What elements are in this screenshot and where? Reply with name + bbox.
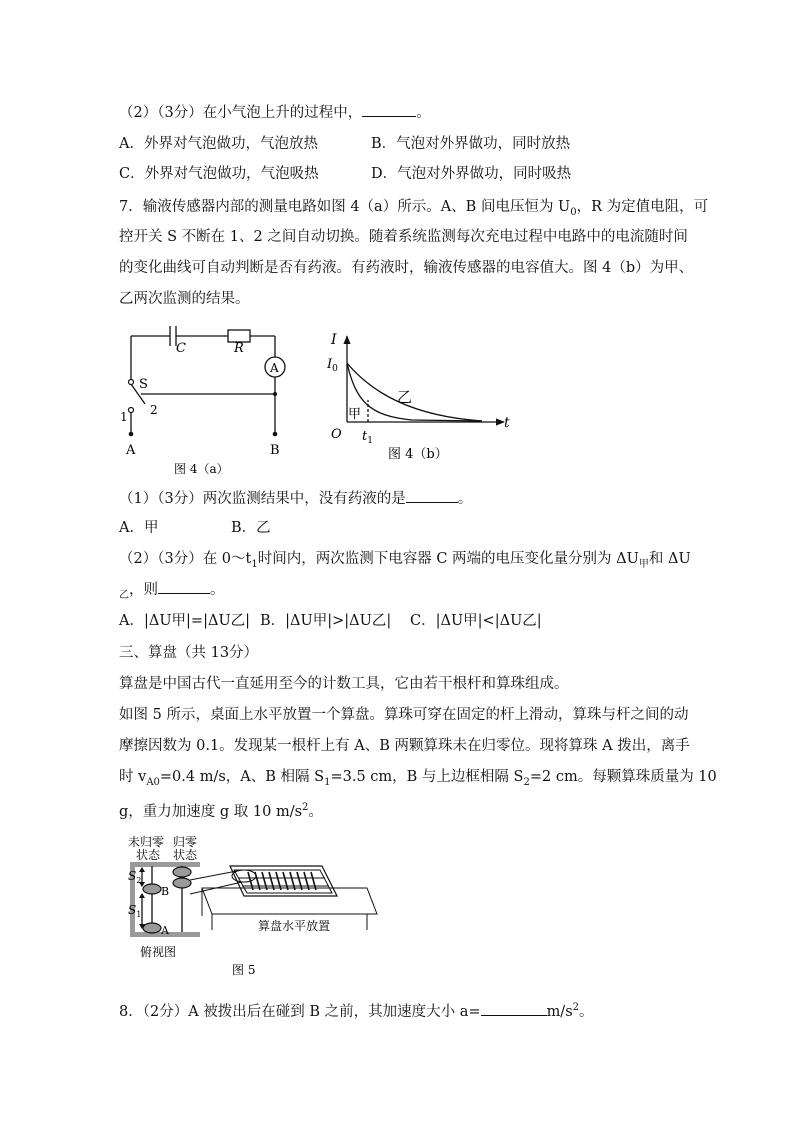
origin-label: O (331, 427, 342, 442)
figure-4a-caption: 图 4（a） (174, 462, 229, 476)
q6-2-options-row2 (119, 164, 572, 184)
switch-label: S (139, 377, 148, 392)
q8-stem: 8．（2分）A 被拨出后在碰到 B 之前，其加速度大小 $a= m/s^2$。 (119, 1002, 594, 1020)
section-3-p4: g，重力加速度 g 取 10 $m/s^2$。 (119, 802, 323, 820)
capacitor-label: C (176, 341, 186, 356)
bead-a-label: A (161, 924, 169, 937)
option-c[interactable]: C．|ΔU甲|<|ΔU乙| (410, 613, 542, 629)
q6-2-stem: （2）（3分）在小气泡上升的过程中， 。 (119, 102, 431, 123)
curve-jia-label: 甲 (348, 407, 362, 422)
answer-blank[interactable] (362, 102, 416, 117)
option-c[interactable]: C．外界对气泡做功，气泡吸热 (119, 166, 319, 182)
q7-line1: 7．输液传感器内部的测量电路如图 4（a）所示。A、B 间电压恒为 $U_0$，R 为定值电阻，可 (119, 199, 709, 218)
section-3-p2: 摩擦因数为 0.1。发现某一根杆上有 A、B 两颗算珠未在归零位。现将算珠 A 拨出，离手 (119, 738, 690, 754)
state-label-1: 状态 (136, 848, 161, 862)
answer-blank[interactable] (481, 1001, 547, 1016)
x-axis-label: t (504, 415, 510, 431)
q7-2-options (119, 611, 542, 631)
resistor-label: R (234, 341, 244, 356)
ammeter-label: A (270, 361, 279, 375)
bead-reset-2 (173, 878, 191, 888)
q7-line3: 的变化曲线可自动判断是否有药液。有药液时，输液传感器的电容值大。图 4（b）为甲、 (119, 260, 694, 276)
q6-2-options-row1 (119, 134, 571, 154)
s1-label: $S_1$ (128, 903, 142, 919)
section-3-p3: 时 $v_{A0}=0.4$ m/s，A、B 相隔 $S_1=3.5$ cm，B 与上边框相隔 $S_2=2$ cm。每颗算珠质量为 10 (119, 769, 717, 788)
section-3-intro: 算盘是中国古代一直延用至今的计数工具，它由若干根杆和算珠组成。 (119, 676, 569, 692)
option-b[interactable]: B．气泡对外界做功，同时放热 (371, 136, 571, 152)
figure-5-abacus (122, 832, 382, 982)
figure-4a-circuit (110, 318, 310, 478)
state-label-2: 状态 (173, 848, 198, 862)
figure-4b-caption: 图 4（b） (388, 447, 448, 462)
abacus-rods (248, 872, 316, 890)
i0-label: $I_0$ (327, 357, 338, 374)
callout-circle (232, 870, 256, 882)
s2-label: $S_2$ (128, 869, 142, 885)
abacus-flat-label: 算盘水平放置 (258, 919, 331, 933)
reset-label: 归零 (173, 835, 198, 849)
q7-1-stem: （1）（3分）两次监测结果中，没有药液的是 。 (119, 488, 472, 509)
t1-label: $t_1$ (362, 429, 373, 446)
figure-4b-graph (322, 330, 522, 470)
section-3-heading: 三、算盘（共 13分） (119, 645, 259, 661)
answer-blank[interactable] (158, 579, 210, 594)
q7-line4: 乙两次监测的结果。 (119, 291, 250, 307)
bead-reset-1 (173, 867, 191, 877)
curve-yi (347, 363, 482, 421)
top-view-label: 俯视图 (140, 945, 177, 959)
bead-b (143, 884, 161, 894)
q7-line2: 控开关 S 不断在 1、2 之间自动切换。随着系统监测每次充电过程中电路中的电流随时间 (119, 229, 688, 245)
option-a[interactable]: A．甲 (119, 520, 159, 536)
q7-1-options (119, 518, 271, 538)
option-a[interactable]: A．|ΔU甲|=|ΔU乙| (119, 613, 251, 629)
q7-2-stem-line2: $_乙$，则 。 (119, 579, 225, 606)
terminal-a-label: A (126, 443, 136, 458)
q7-2-stem-line1: （2）（3分）在 $0\sim t_1$时间内，两次监测下电容器 C 两端的电压变化量分别为 $\Delta U_甲$和 ΔU (119, 551, 691, 570)
figure-5-caption: 图 5 (232, 963, 256, 977)
unreset-label: 未归零 (128, 835, 165, 849)
section-3-p1: 如图 5 所示，桌面上水平放置一个算盘。算珠可穿在固定的杆上滑动，算珠与杆之间的动 (119, 707, 689, 723)
switch-pos1-label: 1 (120, 410, 128, 424)
option-d[interactable]: D．气泡对外界做功，同时吸热 (371, 166, 572, 182)
curve-jia (347, 363, 482, 421)
terminal-b-label: B (270, 443, 280, 458)
switch-pos2-label: 2 (150, 403, 158, 417)
curve-yi-label: 乙 (397, 388, 413, 406)
bead-b-label: B (161, 885, 170, 898)
bead-a (143, 923, 161, 933)
option-b[interactable]: B．|ΔU甲|>|ΔU乙| (260, 613, 392, 629)
option-a[interactable]: A．外界对气泡做功，气泡放热 (119, 136, 318, 152)
option-b[interactable]: B．乙 (231, 520, 271, 536)
y-axis-label: I (331, 332, 337, 348)
answer-blank[interactable] (406, 488, 458, 503)
